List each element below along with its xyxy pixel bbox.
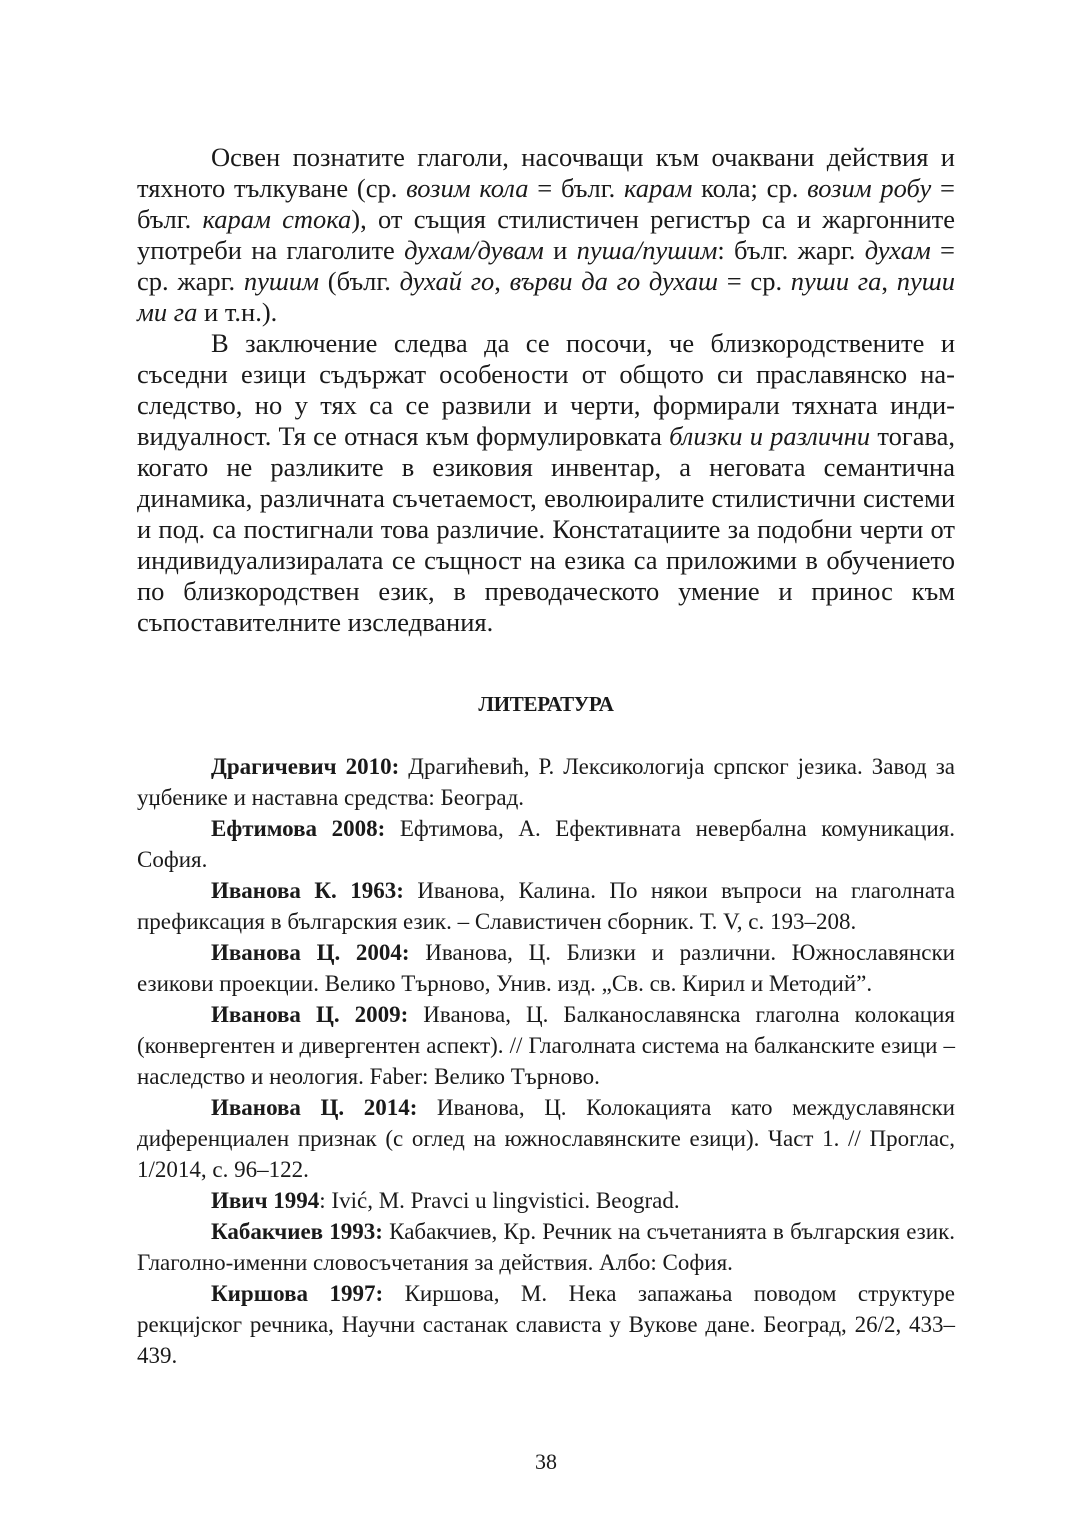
reference-key: Ивич 1994 xyxy=(211,1188,320,1213)
reference-key: Киршова 1997: xyxy=(211,1281,384,1306)
italic-term: пушим xyxy=(243,266,320,296)
reference-entry xyxy=(137,751,955,813)
text-run: ), от същия стилистичен регистър са и жаргонните употреби на глаголите xyxy=(137,204,955,265)
text-run: , xyxy=(494,266,510,296)
reference-key: Ефтимова 2008: xyxy=(211,816,386,841)
reference-key: Иванова Ц. 2004: xyxy=(211,940,410,965)
text-run: (бълг. xyxy=(319,266,400,296)
text-run: : бълг. жарг. xyxy=(717,235,865,265)
reference-key: Иванова К. 1963: xyxy=(211,878,404,903)
italic-term: карам xyxy=(623,173,693,203)
text-run: и xyxy=(543,235,577,265)
italic-term: возим кола xyxy=(406,173,529,203)
text-run: Освен познатите глаголи, насочващи към очаквани действия и тяхното тълкуване (ср. xyxy=(137,142,955,203)
text-run: тогава, когато не разликите в езиковия инвентар, а неговата семантична динамика, различната съчетаемост, еволюиралите стилистични системи и под. са постигнали това различие. Констатациите за подобни черти от индивидуализиралата се същност на езика са приложими в обучението по близкородствен език, в преводаческото умение и принос към съпоставителните изследвания. xyxy=(137,421,956,637)
reference-key: Иванова Ц. 2014: xyxy=(211,1095,418,1120)
text-run: , xyxy=(881,266,897,296)
reference-text: Киршова, М. Нека запажања поводом структуре рекцијског речника, Научни састанак слависта у Вукове дане. Београд, 26/2, 433–439. xyxy=(137,1281,955,1368)
reference-key: Иванова Ц. 2009: xyxy=(211,1002,409,1027)
italic-term: духам/дувам xyxy=(404,235,544,265)
text-run: В заключение следва да се посочи, че близкородствените и съседни езици съдържат особености от общото си праславянско наследство, но у тях са се развили и черти, формирали тяхната индивидуалност. Тя се отнася към формулировката xyxy=(137,328,955,451)
italic-term: върви да го духаш xyxy=(509,266,719,296)
reference-key: Драгичевич 2010: xyxy=(211,754,400,779)
reference-entry xyxy=(137,813,955,875)
reference-entry xyxy=(137,1092,955,1185)
reference-text: Иванова, Ц. Близки и различни. Южнославянски езикови проекции. Велико Търново, Унив. изд. „Св. св. Кирил и Методий”. xyxy=(137,940,955,996)
italic-term: пуши га xyxy=(790,266,882,296)
body-text xyxy=(137,142,955,638)
document-page xyxy=(137,0,955,1530)
italic-term: карам стока xyxy=(202,204,352,234)
text-run: кола; ср. xyxy=(692,173,808,203)
paragraph-1 xyxy=(137,142,955,328)
paragraph-2 xyxy=(137,328,955,638)
text-run: = бълг. xyxy=(137,173,955,234)
text-run: = ср. жарг. xyxy=(137,235,955,296)
italic-term: пуша/пушим xyxy=(576,235,718,265)
italic-term: возим робу xyxy=(807,173,932,203)
reference-text: Драгићевић, Р. Лексикологија српског језика. Завод за уџбенике и наставна средства: Београд. xyxy=(137,754,955,810)
text-run: = бълг. xyxy=(528,173,624,203)
reference-key: Кабакчиев 1993: xyxy=(211,1219,383,1244)
italic-term: близки и различни xyxy=(669,421,871,451)
reference-entry xyxy=(137,937,955,999)
reference-entry xyxy=(137,1185,955,1216)
reference-entry xyxy=(137,875,955,937)
reference-text: Иванова, Ц. Колокацията като междуславянски диференциален признак (с оглед на южнославянските езици). Част 1. // Проглас, 1/2014, с. 96–122. xyxy=(137,1095,955,1182)
reference-text: Ефтимова, А. Ефективната невербална комуникация. София. xyxy=(137,816,955,872)
reference-text: : Ivić, M. Pravci u lingvistici. Beograd. xyxy=(319,1188,680,1213)
text-run: = ср. xyxy=(718,266,791,296)
italic-term: пуши ми га xyxy=(137,266,955,327)
italic-term: духай го xyxy=(399,266,495,296)
text-run: и т.н.). xyxy=(197,297,278,327)
reference-entry xyxy=(137,1278,955,1371)
reference-text: Иванова, Ц. Балканославянска глаголна колокация (конвергентен и дивергентен аспект). // Глаголната система на балканските езици – наследство и неология. Faber: Велико Търново. xyxy=(137,1002,955,1089)
reference-entry xyxy=(137,999,955,1092)
reference-list xyxy=(137,751,955,1371)
reference-text: Кабакчиев, Кр. Речник на съчетанията в българския език. Глаголно-именни словосъчетания за действия. Албо: София. xyxy=(137,1219,956,1275)
reference-entry xyxy=(137,1216,955,1278)
italic-term: духам xyxy=(864,235,931,265)
page-number: 38 xyxy=(535,1449,557,1474)
reference-text: Иванова, Калина. По някои въпроси на глаголната префиксация в българския език. – Славистичен сборник. Т. V, с. 193–208. xyxy=(137,878,955,934)
section-title: ЛИТЕРАТУРА xyxy=(478,692,614,716)
